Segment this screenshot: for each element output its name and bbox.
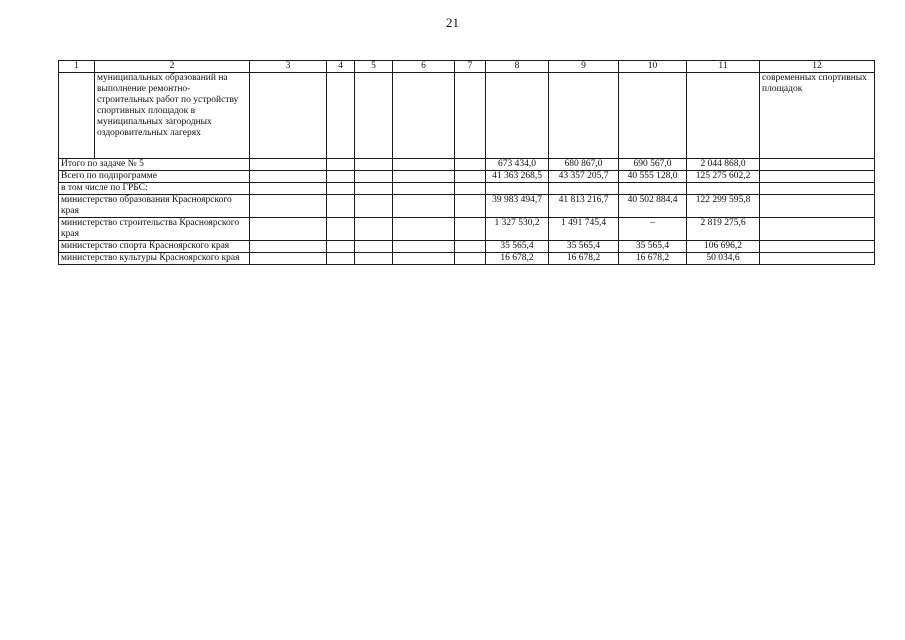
- empty-cell: [250, 171, 327, 183]
- empty-cell: [760, 183, 875, 195]
- empty-cell: [455, 241, 486, 253]
- empty-cell: [250, 195, 327, 218]
- empty-cell: [455, 195, 486, 218]
- page-number: 21: [446, 15, 459, 30]
- empty-cell: [250, 183, 327, 195]
- table-row: [59, 183, 875, 195]
- empty-cell: [250, 241, 327, 253]
- empty-cell: [355, 73, 393, 159]
- table-row: [59, 218, 875, 241]
- empty-cell: [455, 159, 486, 171]
- row-label: министерство спорта Красноярского края: [59, 241, 250, 253]
- empty-cell: [760, 195, 875, 218]
- row-label: в том числе по ГРБС:: [59, 183, 250, 195]
- table-row: [59, 159, 875, 171]
- value-cell-10: 690 567,0: [619, 159, 687, 171]
- value-cell-10: 35 565,4: [619, 241, 687, 253]
- column-header: 10: [619, 61, 687, 73]
- header-row: [59, 61, 875, 73]
- value-cell-8: 41 363 268,5: [486, 171, 549, 183]
- empty-cell: [327, 195, 355, 218]
- empty-cell: [355, 241, 393, 253]
- budget-table: [58, 60, 875, 265]
- empty-cell: [327, 159, 355, 171]
- column-header: 9: [549, 61, 619, 73]
- empty-cell: [760, 159, 875, 171]
- value-cell-11: 2 819 275,6: [687, 218, 760, 241]
- column-header: 6: [393, 61, 455, 73]
- value-cell-10: 16 678,2: [619, 253, 687, 265]
- row-label: министерство строительства Красноярского края: [59, 218, 250, 241]
- value-cell-8: 673 434,0: [486, 159, 549, 171]
- column-header: 4: [327, 61, 355, 73]
- empty-cell: [455, 253, 486, 265]
- empty-cell: [327, 253, 355, 265]
- empty-cell: [687, 73, 760, 159]
- value-cell-11: 122 299 595,8: [687, 195, 760, 218]
- value-cell-11: 50 034,6: [687, 253, 760, 265]
- event-row: [59, 73, 875, 159]
- empty-cell: [486, 73, 549, 159]
- empty-cell: [250, 218, 327, 241]
- row-label: министерство культуры Красноярского края: [59, 253, 250, 265]
- empty-cell: [355, 253, 393, 265]
- value-cell-9: 43 357 205,7: [549, 171, 619, 183]
- empty-cell: [760, 241, 875, 253]
- empty-cell: [327, 73, 355, 159]
- value-cell-10: –: [619, 218, 687, 241]
- empty-cell: [355, 159, 393, 171]
- column-header: 1: [59, 61, 95, 73]
- table-row: [59, 253, 875, 265]
- empty-cell: [250, 253, 327, 265]
- empty-cell: [393, 253, 455, 265]
- empty-cell: [393, 171, 455, 183]
- value-cell-8: [486, 183, 549, 195]
- value-cell-11: 125 275 602,2: [687, 171, 760, 183]
- column-header: 5: [355, 61, 393, 73]
- value-cell-9: 41 813 216,7: [549, 195, 619, 218]
- empty-cell: [327, 183, 355, 195]
- event-number-cell: [59, 73, 95, 159]
- column-header: 2: [95, 61, 250, 73]
- column-header: 3: [250, 61, 327, 73]
- row-label: министерство образования Красноярского края: [59, 195, 250, 218]
- empty-cell: [250, 159, 327, 171]
- value-cell-11: [687, 183, 760, 195]
- row-label: Всего по подпрограмме: [59, 171, 250, 183]
- event-description-cell: муниципальных образований на выполнение ремонтно-строительных работ по устройству спортивных площадок в муниципальных загородных оздоровительных лагерях: [95, 73, 250, 159]
- empty-cell: [355, 195, 393, 218]
- value-cell-8: 16 678,2: [486, 253, 549, 265]
- empty-cell: [250, 73, 327, 159]
- empty-cell: [760, 218, 875, 241]
- value-cell-9: 35 565,4: [549, 241, 619, 253]
- value-cell-10: 40 502 884,4: [619, 195, 687, 218]
- column-header: 11: [687, 61, 760, 73]
- value-cell-9: 680 867,0: [549, 159, 619, 171]
- empty-cell: [760, 171, 875, 183]
- empty-cell: [549, 73, 619, 159]
- empty-cell: [760, 253, 875, 265]
- event-result-cell: современных спортивных площадок: [760, 73, 875, 159]
- empty-cell: [393, 241, 455, 253]
- value-cell-10: [619, 183, 687, 195]
- empty-cell: [355, 171, 393, 183]
- empty-cell: [355, 218, 393, 241]
- empty-cell: [355, 183, 393, 195]
- empty-cell: [327, 171, 355, 183]
- empty-cell: [455, 183, 486, 195]
- empty-cell: [393, 73, 455, 159]
- column-header: 12: [760, 61, 875, 73]
- empty-cell: [455, 73, 486, 159]
- empty-cell: [327, 241, 355, 253]
- empty-cell: [393, 218, 455, 241]
- value-cell-9: 16 678,2: [549, 253, 619, 265]
- value-cell-10: 40 555 128,0: [619, 171, 687, 183]
- table-row: [59, 241, 875, 253]
- value-cell-9: 1 491 745,4: [549, 218, 619, 241]
- empty-cell: [327, 218, 355, 241]
- row-label: Итого по задаче № 5: [59, 159, 250, 171]
- value-cell-11: 2 044 868,0: [687, 159, 760, 171]
- empty-cell: [455, 171, 486, 183]
- table-row: [59, 171, 875, 183]
- table-row: [59, 195, 875, 218]
- value-cell-8: 39 983 494,7: [486, 195, 549, 218]
- value-cell-11: 106 696,2: [687, 241, 760, 253]
- value-cell-9: [549, 183, 619, 195]
- value-cell-8: 35 565,4: [486, 241, 549, 253]
- empty-cell: [393, 195, 455, 218]
- empty-cell: [619, 73, 687, 159]
- empty-cell: [393, 183, 455, 195]
- column-header: 8: [486, 61, 549, 73]
- empty-cell: [455, 218, 486, 241]
- empty-cell: [393, 159, 455, 171]
- value-cell-8: 1 327 530,2: [486, 218, 549, 241]
- column-header: 7: [455, 61, 486, 73]
